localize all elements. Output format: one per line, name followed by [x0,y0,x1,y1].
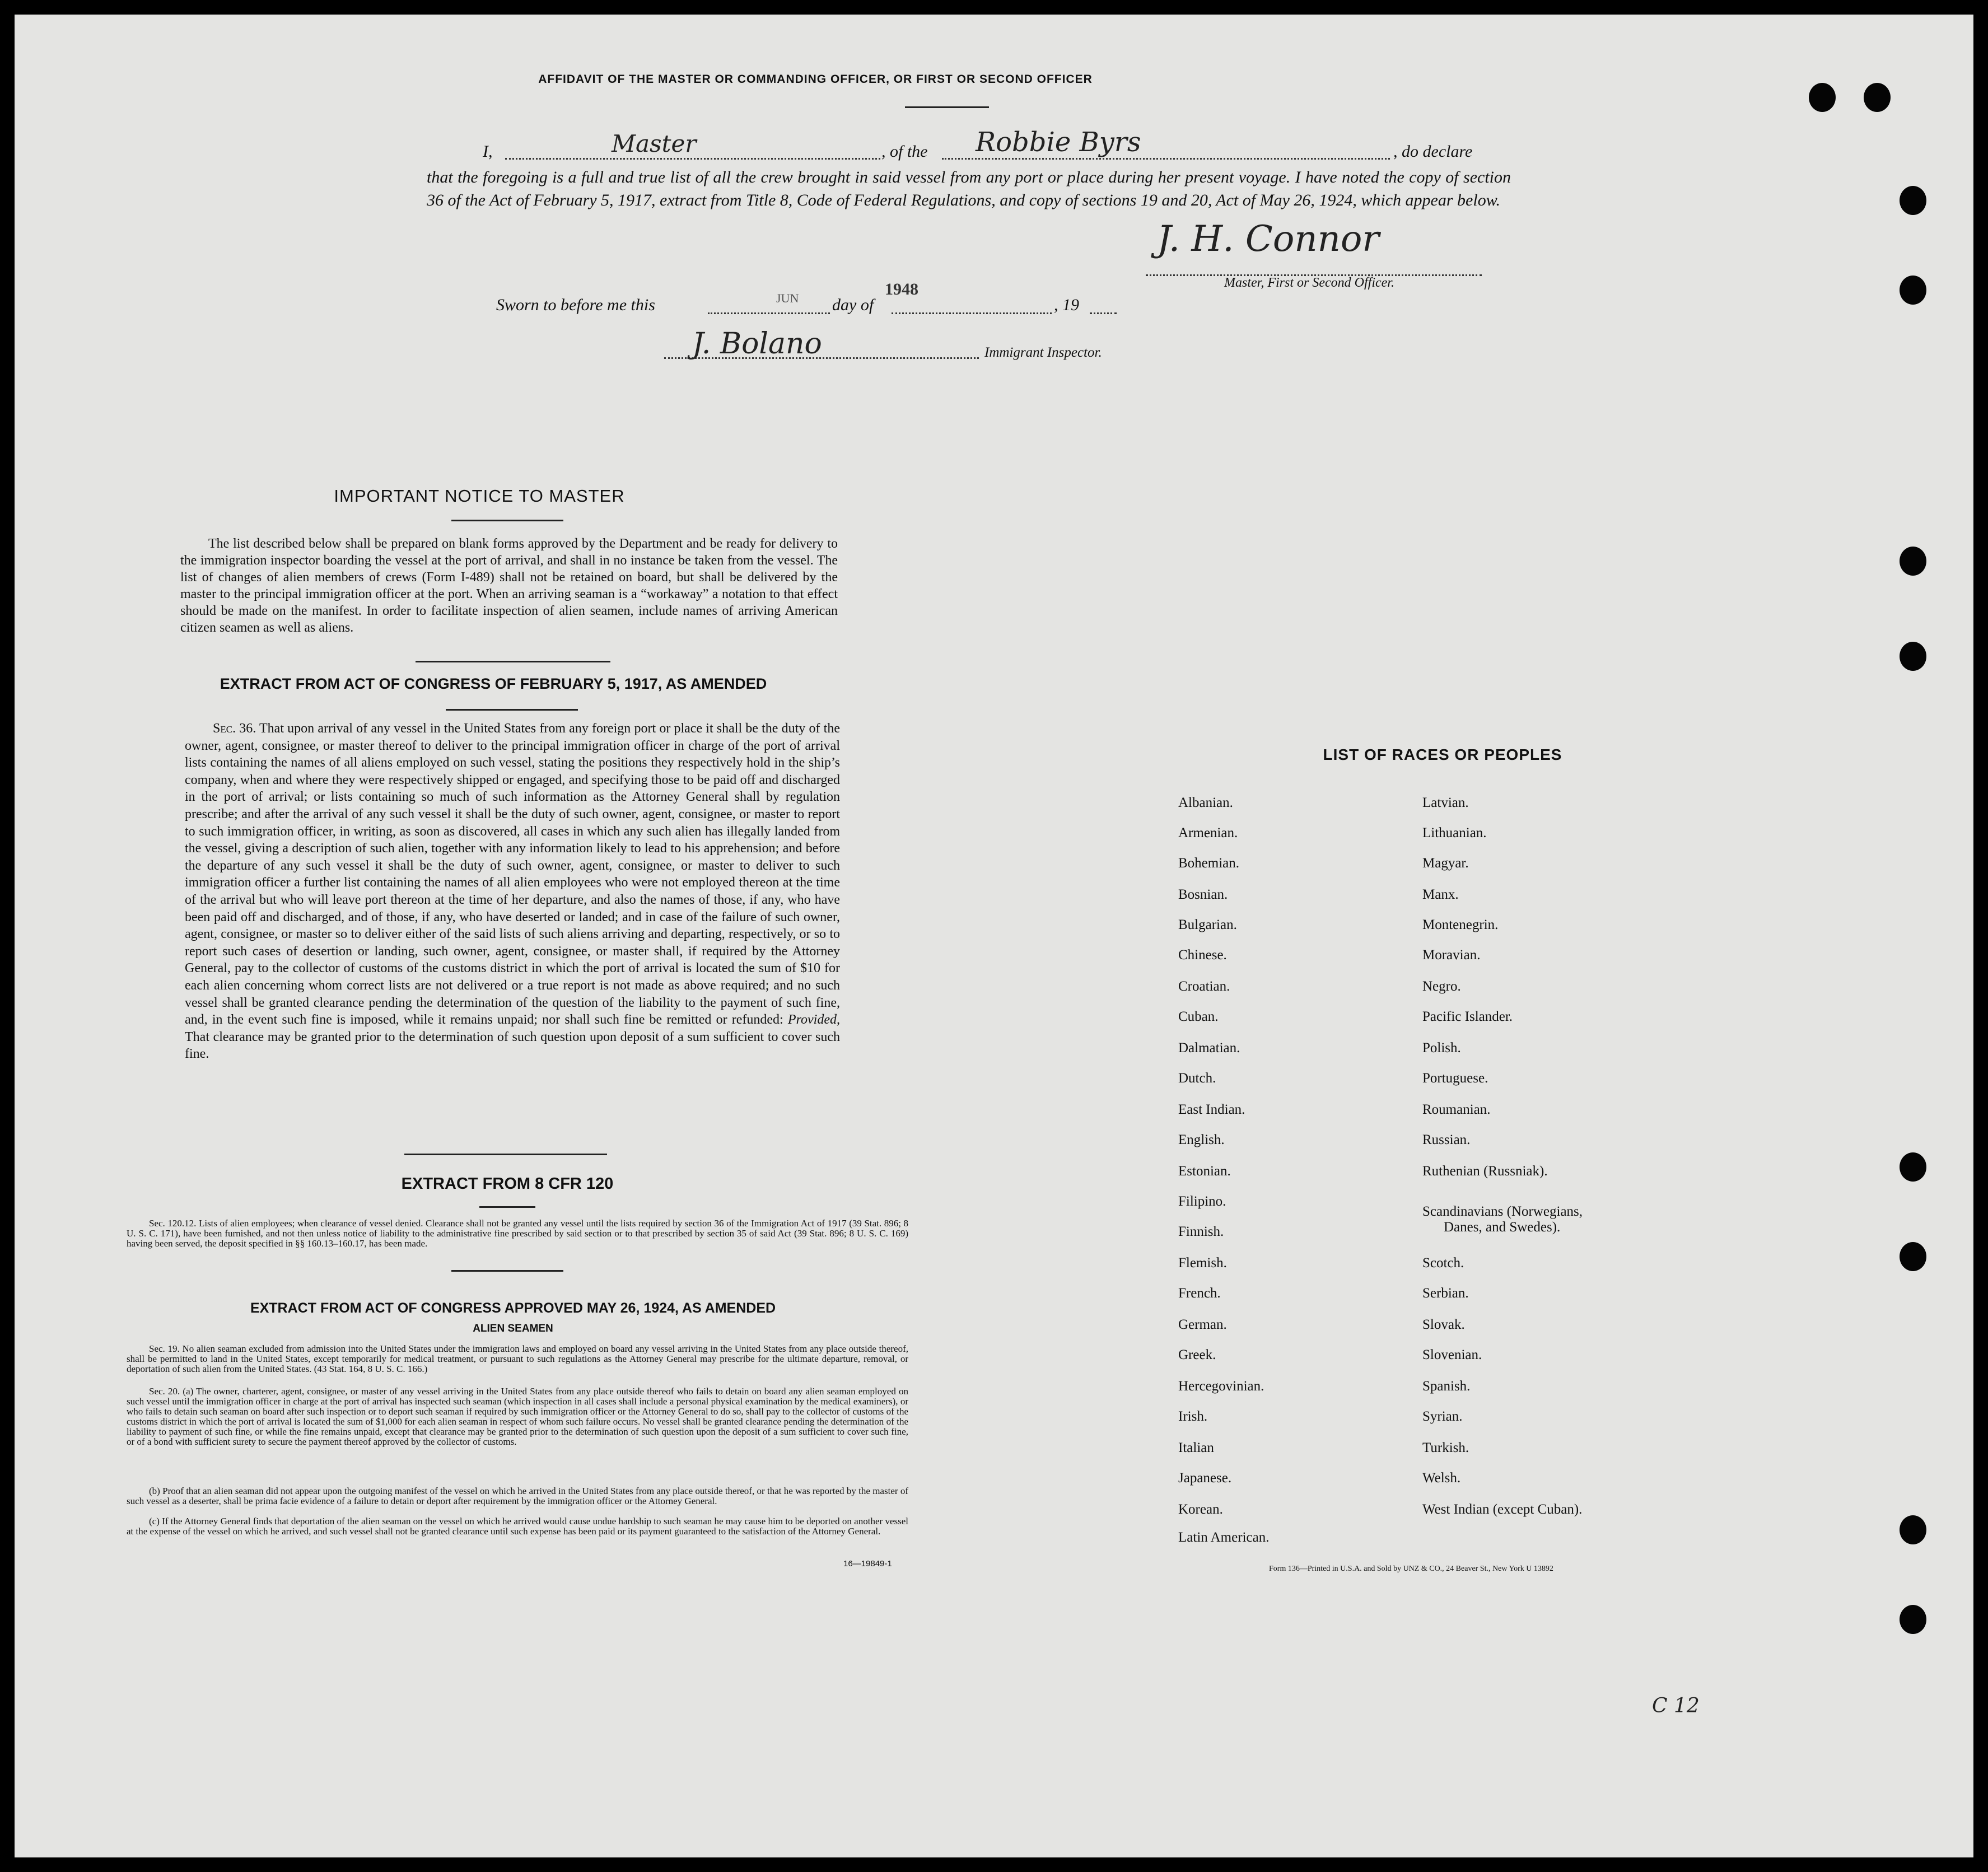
race-item: East Indian. [1178,1102,1245,1117]
master-signature-block [1135,218,1493,306]
race-item: Slovenian. [1422,1347,1482,1362]
margin-handwritten-mark: C 12 [1652,1694,1700,1717]
sworn-line: Sworn to before me this JUN 1948 day of , 19 [496,296,1202,320]
race-item: Albanian. [1178,795,1233,810]
race-item: Croatian. [1178,979,1230,994]
race-item: Negro. [1422,979,1461,994]
affidavit-title: AFFIDAVIT OF THE MASTER OR COMMANDING OFFICER, OR FIRST OR SECOND OFFICER [538,73,1093,86]
race-item: Moravian. [1422,947,1481,963]
notice-body: The list described below shall be prepared on blank forms approved by the Department and be ready for delivery to the immigration inspector boarding the vessel at the port of arrival, and shall in no instance be taken from the vessel. The list of changes of alien members of crews (Form I-489) shall not be retained on board, but shall be delivered by the master to the principal immigration officer at the port. When an arriving seaman is a “workaway” a notation to that effect should be made on the manifest. In order to facilitate inspection of alien seamen, include names of arriving American citizen seamen as well as aliens. [180,536,838,635]
binder-hole-icon [1864,83,1891,112]
extract-cfr-title: EXTRACT FROM 8 CFR 120 [401,1175,614,1193]
affidavit-declaration-line: I, Master , of the Robbie Byrs , do declare [483,127,1473,161]
divider [451,1270,563,1272]
extract-1917-title: EXTRACT FROM ACT OF CONGRESS OF FEBRUARY 5, 1917, AS AMENDED [220,675,767,692]
race-item: Bohemian. [1178,856,1240,871]
divider [446,709,578,711]
race-item: Latin American. [1178,1530,1270,1545]
race-item: Korean. [1178,1502,1223,1517]
document-page [15,15,1973,1857]
race-item: West Indian (except Cuban). [1422,1502,1583,1517]
extract-1924-sec19: Sec. 19. No alien seaman excluded from admission into the United States under the immigration laws and employed on board any vessel arriving in the United States from any place outside thereof, shall be permitted to land in the United States, except temporarily for medical treatment, or pursuant to such regulations as the Attorney General may prescribe for the ultimate departure, removal, or deportation of such alien from the United States. (43 Stat. 164, 8 U. S. C. 166.) [127,1343,908,1374]
affidavit-body: that the foregoing is a full and true list of all the crew brought in said vessel from any port or place during her present voyage. I have noted the copy of section 36 of the Act of February 5, 1917, extract from Title 8, Code of Federal Regulations, and copy of sections 19 and 20, Act of May 26, 1924, which appear below. [427,168,1511,209]
race-item: Bulgarian. [1178,917,1237,932]
extract-1924-subtitle: ALIEN SEAMEN [473,1323,553,1334]
printer-line: Form 136—Printed in U.S.A. and Sold by UNZ & CO., 24 Beaver St., New York U 13892 [1269,1565,1553,1573]
race-item: Roumanian. [1422,1102,1491,1117]
date-stamp-year: 1948 [885,280,918,298]
master-caption: Master, First or Second Officer. [1224,276,1394,290]
extract-cfr-body: Sec. 120.12. Lists of alien employees; when clearance of vessel denied. Clearance shall not be granted any vessel until the lists required by section 36 of the Immigration Act of 1917 (39 Stat. 896; 8 U. S. C. 171), have been furnished, and not then unless notice of liability to the administrative fine prescribed by said section or to that prescribed by section 35 of said Act (39 Stat. 896; 8 U. S. C. 169) having been served, the deposit specified in §§ 160.13–160.17, has been made. [127,1218,908,1249]
race-item: Danes, and Swedes). [1444,1220,1561,1235]
binder-hole-icon [1900,1152,1926,1182]
master-signature: J. H. Connor [1157,218,1379,260]
master-name-handwriting: Master [612,130,697,157]
race-item: Polish. [1422,1040,1461,1056]
binder-hole-icon [1900,1515,1926,1544]
race-item: Japanese. [1178,1470,1232,1486]
race-item: Spanish. [1422,1379,1471,1394]
race-item: Cuban. [1178,1009,1219,1024]
race-item: Syrian. [1422,1409,1463,1424]
race-item: Ruthenian (Russniak). [1422,1164,1548,1179]
binder-hole-icon [1900,186,1926,215]
race-item: English. [1178,1132,1225,1147]
binder-hole-icon [1900,642,1926,671]
race-item: Armenian. [1178,825,1238,841]
extract-1924-sec20a: Sec. 20. (a) The owner, charterer, agent, consignee, or master of any vessel arriving in the United States from any place outside thereof who fails to detain on board any alien seaman employed on such vessel until the immigration officer in charge at the port of arrival has inspected such seaman (which inspection in all cases shall include a personal physical examination by the medical examiners), or who fails to detain such seaman on board after such inspection or to deport such seaman if required by such immigration officer or the Attorney General to do so, shall pay to the collector of customs of the customs district in which the port of arrival is located the sum of $1,000 for each alien seaman in respect of whom such failure occurs. No vessel shall be granted clearance pending the determination of the liability to payment of such fine, or while the fine remains unpaid, except that clearance may be granted prior to the determination of such question upon the deposit of a sum sufficient to cover such fine, or of a bond with sufficient surety to secure the payment thereof approved by the collector of customs. [127,1386,908,1447]
race-item: Irish. [1178,1409,1208,1424]
divider [416,661,610,662]
binder-hole-icon [1809,83,1836,112]
form-code: 16—19849-1 [843,1559,892,1568]
binder-hole-icon [1900,1605,1926,1634]
divider [479,1206,535,1208]
race-item: Flemish. [1178,1255,1227,1271]
race-item: Russian. [1422,1132,1471,1147]
race-item: Portuguese. [1422,1071,1488,1086]
race-item: Hercegovinian. [1178,1379,1264,1394]
race-item: Serbian. [1422,1286,1469,1301]
race-item: Dalmatian. [1178,1040,1240,1056]
binder-hole-icon [1900,276,1926,305]
extract-1924-sec20c: (c) If the Attorney General finds that deportation of the alien seaman on the vessel on which he arrived would cause undue hardship to such seaman he may cause him to be deported on another vessel at the expense of the vessel on which he arrived, and such vessel shall not be granted clearance until such expense has been paid or its payment guaranteed to the satisfaction of the Attorney General. [127,1516,908,1537]
binder-hole-icon [1900,547,1926,576]
race-item: Estonian. [1178,1164,1231,1179]
race-item: Magyar. [1422,856,1469,871]
date-stamp-day: JUN [776,291,799,305]
vessel-name-handwriting: Robbie Byrs [976,127,1141,158]
race-item: Lithuanian. [1422,825,1487,841]
race-item: Pacific Islander. [1422,1009,1513,1024]
divider [404,1154,607,1155]
race-item: Scotch. [1422,1255,1464,1271]
inspector-signature-block [664,327,1146,395]
binder-hole-icon [1900,1242,1926,1271]
extract-1924-title: EXTRACT FROM ACT OF CONGRESS APPROVED MAY 26, 1924, AS AMENDED [250,1300,776,1316]
extract-1924-sec20b: (b) Proof that an alien seaman did not appear upon the outgoing manifest of the vessel on which he arrived in the United States from any place outside thereof, or that he was reported by the master of such vessel as a deserter, shall be prima facie evidence of a failure to detain or deport after requirement by the immigration officer or the Attorney General. [127,1486,908,1506]
race-item: Finnish. [1178,1224,1224,1239]
notice-title: IMPORTANT NOTICE TO MASTER [334,486,625,506]
divider [451,520,563,521]
races-title: LIST OF RACES OR PEOPLES [1323,746,1562,763]
inspector-caption: Immigrant Inspector. [984,345,1102,360]
race-item: Turkish. [1422,1440,1469,1455]
extract-1917-body: Sec. 36. That upon arrival of any vessel in the United States from any foreign port or place it shall be the duty of the owner, agent, consignee, or master thereof to deliver to the principal immigration officer in charge of the port of arrival lists containing the names of all aliens employed on such vessel, stating the positions they respectively hold in the ship’s company, when and where they were respectively shipped or engaged, and specifying those to be paid off and discharged in the port of arrival; or lists containing so much of such information as the Attorney General shall by regulation prescribe; and after the arrival of any such vessel it shall be the duty of such owner, agent, consignee, or master to report to such immigration officer, in writing, as soon as discovered, all cases in which any such alien has illegally landed from the vessel, giving a description of such alien, together with any information likely to lead to his apprehension; and before the departure of any such vessel it shall be the duty of such owner, agent, consignee, or master to deliver to such immigration officer a further list containing the names of all alien employees who were not employed thereon at the time of the arrival but who will leave port thereon at the time of her departure, and also the names of those, if any, who have been paid off and discharged, and of those, if any, who have deserted or landed; and in case of the failure of such owner, agent, consignee, or master so to deliver either of the said lists of such aliens arriving and departing, respectively, or so to report such cases of desertion or landing, such owner, agent, consignee, or master shall, if required by the Attorney General, pay to the collector of customs of the customs district in which the port of arrival is located the sum of $10 for each alien concerning whom correct lists are not delivered or a true report is not made as above required; and no such vessel shall be granted clearance pending the determination of the question of the liability to the payment of such fine, and, in the event such fine is imposed, while it remains unpaid; nor shall such fine be remitted or refunded: Provided, That clearance may be granted prior to the determination of such question upon deposit of a sum sufficient to cover such fine. [185,721,840,1062]
inspector-signature: J. Bolano [692,327,822,361]
race-item: Bosnian. [1178,887,1228,902]
divider [905,106,989,108]
race-item: Filipino. [1178,1194,1226,1209]
race-item: German. [1178,1317,1227,1332]
race-item: Montenegrin. [1422,917,1499,932]
race-item: Slovak. [1422,1317,1465,1332]
race-item: Scandinavians (Norwegians, [1422,1204,1583,1219]
race-item: Greek. [1178,1347,1216,1362]
race-item: Italian [1178,1440,1214,1455]
race-item: Welsh. [1422,1470,1461,1486]
race-item: Manx. [1422,887,1459,902]
race-item: Dutch. [1178,1071,1216,1086]
race-item: Latvian. [1422,795,1469,810]
race-item: French. [1178,1286,1221,1301]
race-item: Chinese. [1178,947,1227,963]
